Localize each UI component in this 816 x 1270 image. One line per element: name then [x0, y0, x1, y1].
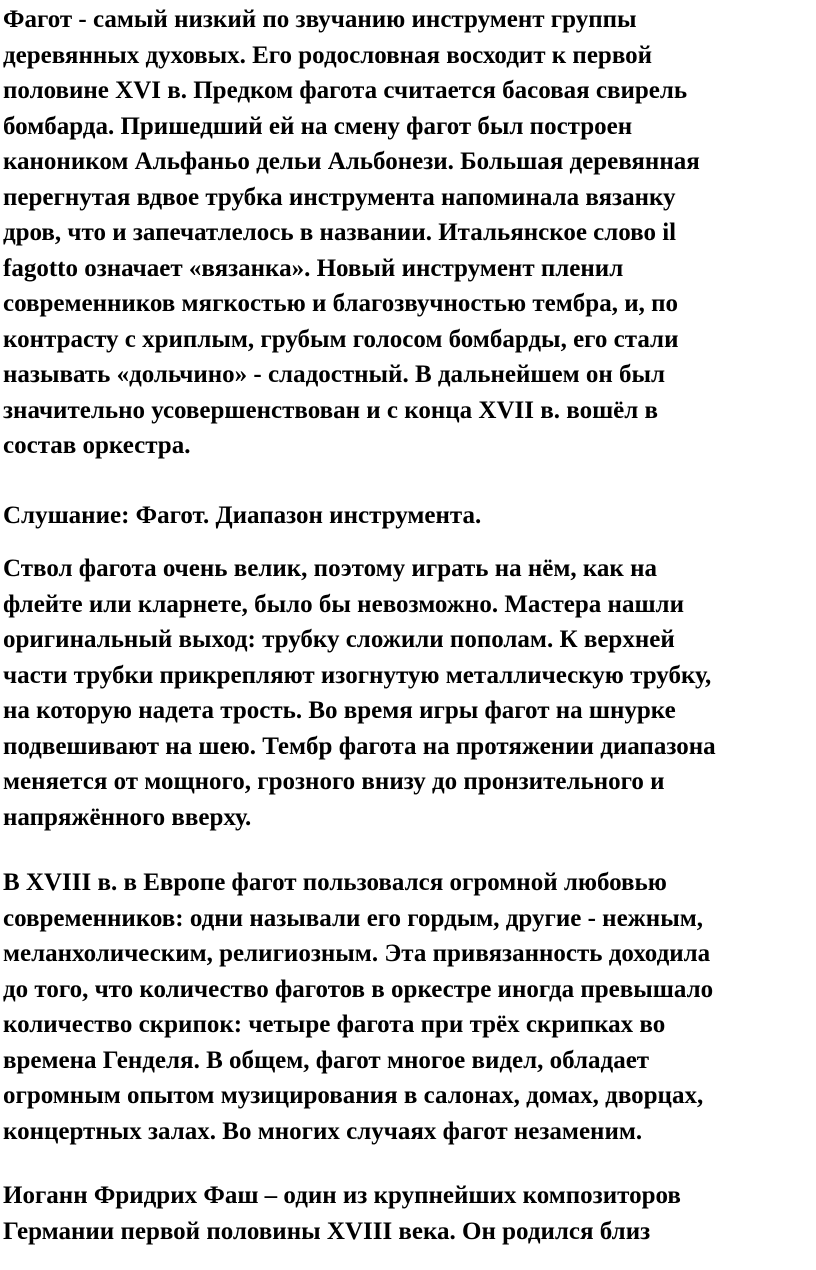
- text-line: бомбарда. Пришедший ей на смену фагот был построен: [3, 112, 633, 140]
- text-line: Фагот - самый низкий по звучанию инструмент группы: [3, 6, 637, 33]
- paragraph-eighteenth-century: [3, 865, 813, 1149]
- text-line: времена Генделя. В общем, фагот многое видел, обладает: [3, 1046, 650, 1074]
- paragraph-bassoon-construction: [3, 551, 813, 835]
- text-line: концертных залах. Во многих случаях фагот незаменим.: [3, 1117, 643, 1145]
- text-line: fagotto означает «вязанка». Новый инструмент пленил: [3, 254, 624, 282]
- text-line: Иоганн Фридрих Фаш – один из крупнейших композиторов: [3, 1182, 681, 1209]
- text-line: количество скрипок: четыре фагота при трёх скрипках во: [3, 1011, 666, 1038]
- text-line: деревянных духовых. Его родословная восходит к первой: [3, 41, 653, 69]
- text-line: состав оркестра.: [3, 432, 191, 459]
- text-line: современников мягкостью и благозвучностью тембра, и, по: [3, 290, 678, 317]
- text-line: Германии первой половины XVIII века. Он родился близ: [3, 1217, 651, 1245]
- text-line: современников: одни называли его гордым, другие - нежным,: [3, 904, 703, 932]
- text-line: значительно усовершенствован и с конца XVII в. вошёл в: [3, 396, 659, 424]
- text-line: оригинальный выход: трубку сложили пополам. К верхней: [3, 626, 675, 653]
- text-line: В XVIII в. в Европе фагот пользовался огромной любовью: [3, 869, 667, 896]
- text-line: подвешивают на шею. Тембр фагота на протяжении диапазона: [3, 732, 716, 760]
- text-line: Ствол фагота очень велик, поэтому играть на нём, как на: [3, 555, 657, 582]
- text-line: флейте или кларнете, было бы невозможно. Мастера нашли: [3, 590, 684, 618]
- text-line: контрасту с хриплым, грубым голосом бомбарды, его стали: [3, 325, 679, 353]
- text-line: части трубки прикрепляют изогнутую металлическую трубку,: [3, 661, 712, 689]
- text-line: половине XVI в. Предком фагота считается басовая свирель: [3, 77, 688, 104]
- text-line: напряжённого вверху.: [3, 803, 252, 831]
- paragraph-fasch: [3, 1178, 813, 1249]
- text-line: дров, что и запечатлелось в названии. Итальянское слово il: [3, 219, 677, 246]
- text-line: перегнутая вдвое трубка инструмента напоминала вязанку: [3, 183, 676, 211]
- paragraph-listening: [3, 498, 813, 534]
- text-line: до того, что количество фаготов в оркестре иногда превышало: [3, 975, 714, 1003]
- text-line: меланхолическим, религиозным. Эта привязанность доходила: [3, 940, 711, 967]
- text-line: меняется от мощного, грозного внизу до пронзительного и: [3, 768, 665, 795]
- paragraph-bassoon-history: [3, 2, 813, 464]
- text-line: каноником Альфаньо дельи Альбонези. Большая деревянная: [3, 148, 700, 175]
- text-line: Слушание: Фагот. Диапазон инструмента.: [3, 502, 482, 529]
- text-line: называть «дольчино» - сладостный. В дальнейшем он был: [3, 361, 666, 388]
- text-line: на которую надета трость. Во время игры фагот на шнурке: [3, 697, 676, 724]
- text-line: огромным опытом музицирования в салонах, домах, дворцах,: [3, 1082, 704, 1109]
